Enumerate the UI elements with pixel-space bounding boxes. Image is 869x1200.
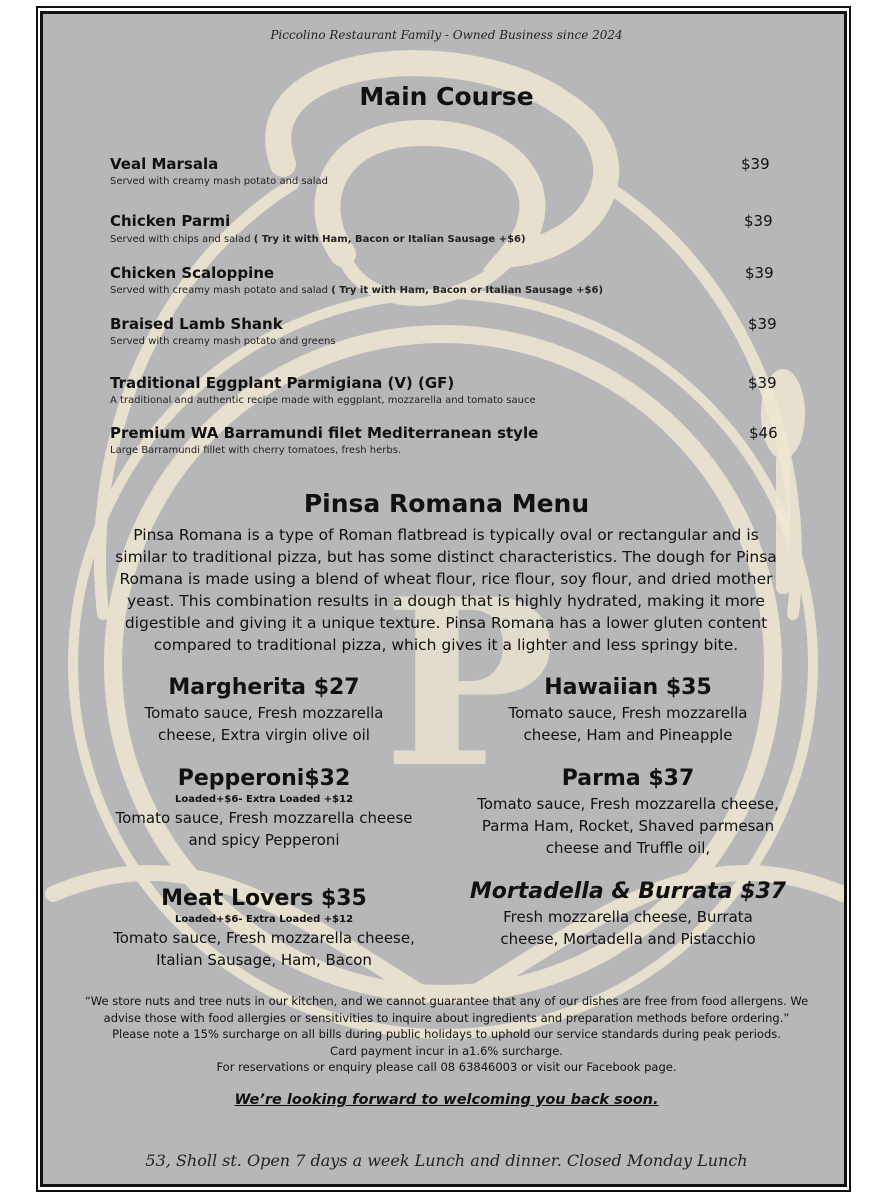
dish-price: $39 — [748, 374, 777, 392]
pinsa-item — [113, 885, 415, 971]
pinsa-loaded-note: Loaded+$6- Extra Loaded +$12 — [174, 914, 354, 925]
dish-name: Chicken Scaloppine — [110, 264, 275, 282]
header-tagline: Piccolino Restaurant Family - Owned Business since 2024 — [270, 28, 623, 42]
card-surcharge-notice: Card payment incur in a1.6% surcharge. — [330, 1043, 563, 1058]
pinsa-item — [487, 674, 769, 746]
svg-text:P: P — [383, 549, 556, 819]
pinsa-description: Tomato sauce, Fresh mozzarella cheese, Ham and Pineapple — [508, 704, 748, 744]
pinsa-description: Fresh mozzarella cheese, Burrata cheese, Mortadella and Pistacchio — [500, 908, 756, 948]
pinsa-name: Hawaiian $35 — [544, 675, 712, 700]
dish-name: Premium WA Barramundi filet Mediterranean style — [110, 424, 539, 442]
dish-price: $39 — [745, 264, 774, 282]
pinsa-name: Parma $37 — [561, 766, 695, 791]
dish-price: $46 — [749, 424, 778, 442]
pinsa-intro: Pinsa Romana is a type of Roman flatbread is typically oval or rectangular and is similar to traditional pizza, but has some distinct characteristics. The dough for Pinsa Romana is made using a blend of wheat flour, rice flour, soy flour, and dried mother yeast. This combination results in a dough that is highly hydrated, making it more digestible and giving it a unique texture. Pinsa Romana has a lower gluten content compared to traditional pizza, which gives it a lighter and less springy bite. — [115, 526, 777, 654]
address-hours: 53, Sholl st. Open 7 days a week Lunch and dinner. Closed Monday Lunch — [145, 1151, 748, 1170]
dish-description — [110, 234, 526, 245]
pinsa-description: Tomato sauce, Fresh mozzarella cheese, Parma Ham, Rocket, Shaved parmesan cheese and Truffle oil, — [477, 795, 779, 857]
surcharge-notice: Please note a 15% surcharge on all bills during public holidays to uphold our service standards during peak periods. — [112, 1027, 781, 1041]
dish-extra: ( Try it with Ham, Bacon or Italian Sausage +$6) — [331, 285, 604, 296]
pinsa-loaded-note: Loaded+$6- Extra Loaded +$12 — [174, 794, 354, 805]
dish-name: Braised Lamb Shank — [110, 315, 283, 333]
allergen-notice: “We store nuts and tree nuts in our kitchen, and we cannot guarantee that any of our dishes are free from food allergens. We advise those with food allergies or sensitivities to inquire about ingredients and preparation methods before ordering.” — [84, 994, 809, 1025]
pinsa-name: Margherita $27 — [168, 675, 360, 700]
main-course-title: Main Course — [359, 82, 534, 111]
closing-message: We’re looking forward to welcoming you back soon. — [234, 1092, 659, 1108]
reservations-info: For reservations or enquiry please call 08 63846003 or visit our Facebook page. — [216, 1060, 677, 1074]
pinsa-name: Mortadella & Burrata $37 — [469, 879, 787, 904]
pinsa-description: Tomato sauce, Fresh mozzarella cheese and spicy Pepperoni — [115, 809, 413, 849]
dish-description-text: Served with chips and salad — [110, 234, 251, 245]
dish-description: Large Barramundi fillet with cherry tomatoes, fresh herbs. — [110, 445, 402, 456]
dish-description: A traditional and authentic recipe made with eggplant, mozzarella and tomato sauce — [110, 395, 536, 406]
pinsa-description: Tomato sauce, Fresh mozzarella cheese, Extra virgin olive oil — [144, 704, 384, 744]
dish-price: $39 — [744, 212, 773, 230]
dish-description — [110, 285, 603, 296]
dish-name: Veal Marsala — [110, 155, 219, 173]
dish-description-text: Served with creamy mash potato and salad — [110, 285, 332, 296]
footer-notes — [83, 993, 810, 1076]
dish-price: $39 — [748, 315, 777, 333]
pinsa-item — [477, 765, 779, 859]
pinsa-name: Meat Lovers $35 — [161, 886, 367, 911]
menu-page — [40, 11, 847, 1187]
pinsa-description: Tomato sauce, Fresh mozzarella cheese, Italian Sausage, Ham, Bacon — [113, 929, 415, 969]
pinsa-item — [103, 765, 425, 851]
pinsa-name: Pepperoni$32 — [177, 766, 351, 791]
dish-description: Served with creamy mash potato and greens — [110, 336, 336, 347]
pinsa-title: Pinsa Romana Menu — [303, 489, 590, 518]
dish-name: Traditional Eggplant Parmigiana (V) (GF) — [110, 374, 455, 392]
dish-name: Chicken Parmi — [110, 212, 231, 230]
pinsa-item — [123, 674, 405, 746]
dish-price: $39 — [741, 155, 770, 173]
dish-description: Served with creamy mash potato and salad — [110, 176, 329, 187]
pinsa-item — [457, 878, 799, 950]
dish-extra: ( Try it with Ham, Bacon or Italian Sausage +$6) — [253, 234, 526, 245]
